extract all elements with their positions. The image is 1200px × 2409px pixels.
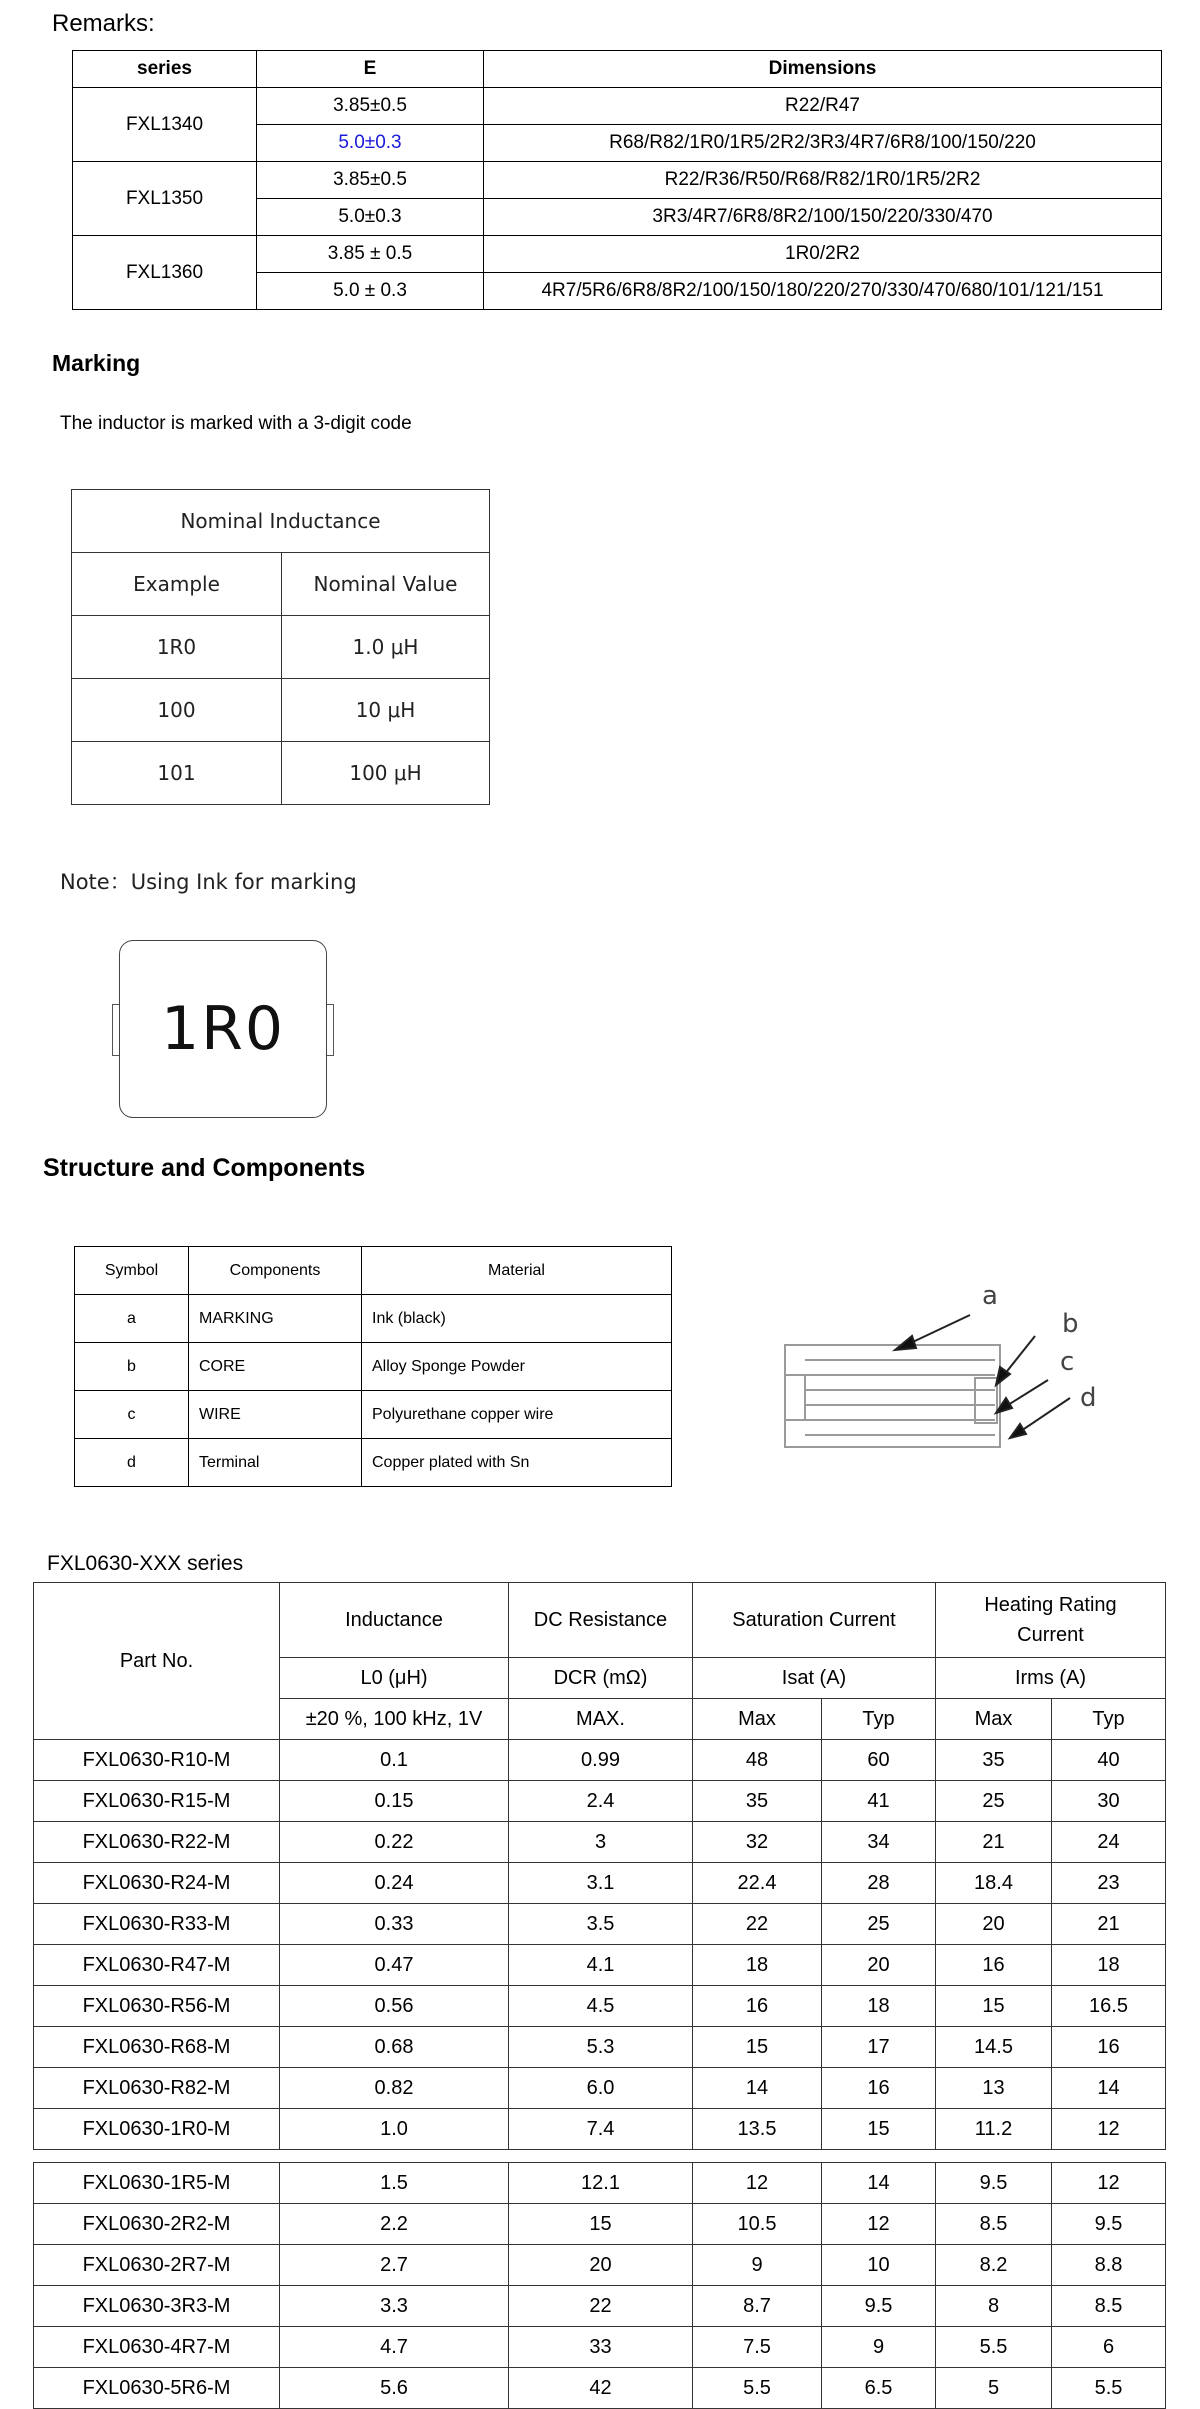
spec-isat-typ-cell: 18 — [822, 1986, 936, 2027]
remarks-header-e: E — [257, 51, 484, 88]
component-body — [75, 1295, 672, 1487]
spec-l0-cell: 1.5 — [280, 2163, 509, 2204]
marking-value-cell: 100 μH — [282, 742, 490, 805]
spec-dcr-cell: 20 — [509, 2245, 693, 2286]
structure-diagram — [770, 1270, 1110, 1470]
spec-part-no-cell: FXL0630-R56-M — [34, 1986, 280, 2027]
remarks-dimensions-cell: R22/R36/R50/R68/R82/1R0/1R5/2R2 — [484, 162, 1162, 199]
spec-irms-typ-cell: 16.5 — [1052, 1986, 1166, 2027]
spec-part-no-cell: FXL0630-2R7-M — [34, 2245, 280, 2286]
spec-part-no-cell: FXL0630-4R7-M — [34, 2327, 280, 2368]
remarks-e-cell: 5.0 ± 0.3 — [257, 273, 484, 310]
spec-row — [34, 1986, 1166, 2027]
spec-irms-typ-cell: 40 — [1052, 1740, 1166, 1781]
remarks-row — [73, 236, 1162, 273]
spec-isat-typ-cell: 16 — [822, 2068, 936, 2109]
remarks-e-cell: 5.0±0.3 — [257, 125, 484, 162]
spec-irms-typ-cell: 9.5 — [1052, 2204, 1166, 2245]
remarks-e-cell: 3.85±0.5 — [257, 162, 484, 199]
spec-row — [34, 1740, 1166, 1781]
spec-header-dcr: DCR (mΩ) — [509, 1658, 693, 1699]
remarks-e-cell: 3.85 ± 0.5 — [257, 236, 484, 273]
spec-header-irms-max: Max — [936, 1699, 1052, 1740]
remarks-body — [73, 88, 1162, 310]
spec-dcr-cell: 4.1 — [509, 1945, 693, 1986]
spec-isat-typ-cell: 20 — [822, 1945, 936, 1986]
spec-row — [34, 2368, 1166, 2409]
spec-irms-typ-cell: 16 — [1052, 2027, 1166, 2068]
spec-row — [34, 2204, 1166, 2245]
remarks-dimensions-cell: 1R0/2R2 — [484, 236, 1162, 273]
spec-isat-typ-cell: 34 — [822, 1822, 936, 1863]
spec-part-no-cell: FXL0630-R22-M — [34, 1822, 280, 1863]
spec-isat-typ-cell: 12 — [822, 2204, 936, 2245]
component-header-symbol: Symbol — [75, 1247, 189, 1295]
spec-part-no-cell: FXL0630-R47-M — [34, 1945, 280, 1986]
spec-row — [34, 2109, 1166, 2150]
spec-irms-max-cell: 16 — [936, 1945, 1052, 1986]
component-row — [75, 1439, 672, 1487]
marking-body — [72, 616, 490, 805]
marking-header-example: Example — [72, 553, 282, 616]
diagram-label-c: c — [1060, 1347, 1075, 1377]
component-row — [75, 1391, 672, 1439]
spec-dcr-cell: 6.0 — [509, 2068, 693, 2109]
remarks-series-cell: FXL1350 — [73, 162, 257, 236]
spec-irms-max-cell: 11.2 — [936, 2109, 1052, 2150]
spec-row — [34, 1781, 1166, 1822]
spec-isat-typ-cell: 17 — [822, 2027, 936, 2068]
spec-dcr-cell: 3.1 — [509, 1863, 693, 1904]
arrow-a — [895, 1336, 916, 1350]
spec-dcr-cell: 15 — [509, 2204, 693, 2245]
spec-dcr-cell: 3 — [509, 1822, 693, 1863]
marking-note: Note：Using Ink for marking — [60, 870, 357, 894]
spec-row — [34, 1945, 1166, 1986]
remarks-table — [72, 50, 1162, 310]
spec-isat-max-cell: 22 — [693, 1904, 822, 1945]
component-table — [74, 1246, 672, 1487]
spec-l0-cell: 2.2 — [280, 2204, 509, 2245]
spec-isat-typ-cell: 15 — [822, 2109, 936, 2150]
spec-isat-typ-cell: 9.5 — [822, 2286, 936, 2327]
spec-row — [34, 1904, 1166, 1945]
remarks-row — [73, 162, 1162, 199]
remarks-e-cell: 5.0±0.3 — [257, 199, 484, 236]
remarks-series-cell: FXL1340 — [73, 88, 257, 162]
spec-irms-typ-cell: 8.8 — [1052, 2245, 1166, 2286]
marking-table-title: Nominal Inductance — [72, 490, 490, 553]
spec-l0-cell: 0.33 — [280, 1904, 509, 1945]
remarks-row — [73, 88, 1162, 125]
marking-example-cell: 101 — [72, 742, 282, 805]
marking-heading: Marking — [52, 350, 141, 376]
component-symbol-cell: c — [75, 1391, 189, 1439]
spec-dcr-cell: 22 — [509, 2286, 693, 2327]
spec-irms-max-cell: 35 — [936, 1740, 1052, 1781]
marking-example-cell: 1R0 — [72, 616, 282, 679]
spec-row — [34, 1822, 1166, 1863]
spec-isat-typ-cell: 14 — [822, 2163, 936, 2204]
spec-isat-max-cell: 14 — [693, 2068, 822, 2109]
chip-marking-label: 1R0 — [160, 994, 286, 1064]
spec-isat-max-cell: 10.5 — [693, 2204, 822, 2245]
marking-row — [72, 616, 490, 679]
spec-irms-max-cell: 5 — [936, 2368, 1052, 2409]
remarks-dimensions-cell: 4R7/5R6/6R8/8R2/100/150/180/220/270/330/470/680/101/121/151 — [484, 273, 1162, 310]
spec-l0-cell: 0.47 — [280, 1945, 509, 1986]
spec-irms-typ-cell: 21 — [1052, 1904, 1166, 1945]
arrow-d — [1010, 1424, 1026, 1438]
spec-row — [34, 1863, 1166, 1904]
spec-row — [34, 2245, 1166, 2286]
spec-l0-cell: 1.0 — [280, 2109, 509, 2150]
marking-description: The inductor is marked with a 3-digit code — [60, 413, 412, 434]
spec-row — [34, 2068, 1166, 2109]
spec-header-irms: Irms (A) — [936, 1658, 1166, 1699]
spec-header-inductance: Inductance — [280, 1583, 509, 1658]
component-symbol-cell: b — [75, 1343, 189, 1391]
spec-l0-cell: 0.24 — [280, 1863, 509, 1904]
marking-header-nominal-value: Nominal Value — [282, 553, 490, 616]
spec-isat-max-cell: 7.5 — [693, 2327, 822, 2368]
spec-part-no-cell: FXL0630-R68-M — [34, 2027, 280, 2068]
spec-part-no-cell: FXL0630-2R2-M — [34, 2204, 280, 2245]
component-material-cell: Alloy Sponge Powder — [362, 1343, 672, 1391]
spec-l0-cell: 4.7 — [280, 2327, 509, 2368]
spec-part-no-cell: FXL0630-R82-M — [34, 2068, 280, 2109]
diagram-terminal-right — [975, 1378, 997, 1423]
component-symbol-cell: d — [75, 1439, 189, 1487]
spec-part-no-cell: FXL0630-3R3-M — [34, 2286, 280, 2327]
spec-body-a — [34, 1740, 1166, 2150]
diagram-label-d: d — [1080, 1383, 1097, 1413]
remarks-dimensions-cell: R68/R82/1R0/1R5/2R2/3R3/4R7/6R8/100/150/220 — [484, 125, 1162, 162]
spec-dcr-cell: 0.99 — [509, 1740, 693, 1781]
spec-irms-max-cell: 8.2 — [936, 2245, 1052, 2286]
spec-gap — [34, 2150, 1166, 2163]
spec-isat-typ-cell: 60 — [822, 1740, 936, 1781]
marking-table — [71, 489, 490, 805]
spec-header-heating-rating: Heating Rating Current — [936, 1583, 1166, 1658]
spec-isat-typ-cell: 41 — [822, 1781, 936, 1822]
spec-row — [34, 2163, 1166, 2204]
component-material-cell: Copper plated with Sn — [362, 1439, 672, 1487]
spec-irms-max-cell: 8 — [936, 2286, 1052, 2327]
spec-isat-typ-cell: 25 — [822, 1904, 936, 1945]
spec-part-no-cell: FXL0630-R33-M — [34, 1904, 280, 1945]
spec-isat-max-cell: 15 — [693, 2027, 822, 2068]
spec-l0-cell: 3.3 — [280, 2286, 509, 2327]
spec-irms-max-cell: 20 — [936, 1904, 1052, 1945]
spec-l0-cell: 2.7 — [280, 2245, 509, 2286]
spec-irms-typ-cell: 23 — [1052, 1863, 1166, 1904]
spec-irms-max-cell: 8.5 — [936, 2204, 1052, 2245]
spec-dcr-cell: 12.1 — [509, 2163, 693, 2204]
spec-isat-max-cell: 5.5 — [693, 2368, 822, 2409]
spec-table — [33, 1582, 1166, 2409]
remarks-dimensions-cell: 3R3/4R7/6R8/8R2/100/150/220/330/470 — [484, 199, 1162, 236]
spec-irms-typ-cell: 12 — [1052, 2109, 1166, 2150]
remarks-header-series: series — [73, 51, 257, 88]
spec-header-isat-typ: Typ — [822, 1699, 936, 1740]
spec-irms-typ-cell: 8.5 — [1052, 2286, 1166, 2327]
diagram-label-a: a — [982, 1281, 998, 1311]
remarks-series-cell: FXL1360 — [73, 236, 257, 310]
remarks-title: Remarks: — [52, 10, 155, 37]
spec-part-no-cell: FXL0630-1R0-M — [34, 2109, 280, 2150]
spec-isat-max-cell: 12 — [693, 2163, 822, 2204]
spec-irms-max-cell: 13 — [936, 2068, 1052, 2109]
spec-header-isat: Isat (A) — [693, 1658, 936, 1699]
spec-header-dc-resistance: DC Resistance — [509, 1583, 693, 1658]
spec-l0-cell: 0.56 — [280, 1986, 509, 2027]
spec-part-no-cell: FXL0630-5R6-M — [34, 2368, 280, 2409]
spec-header-saturation-current: Saturation Current — [693, 1583, 936, 1658]
diagram-label-b: b — [1062, 1309, 1079, 1339]
spec-dcr-cell: 3.5 — [509, 1904, 693, 1945]
marking-row — [72, 679, 490, 742]
diagram-terminal-left — [785, 1375, 805, 1420]
spec-header-l0: L0 (μH) — [280, 1658, 509, 1699]
spec-l0-cell: 0.1 — [280, 1740, 509, 1781]
component-symbol-cell: a — [75, 1295, 189, 1343]
spec-header-l0-condition: ±20 %, 100 kHz, 1V — [280, 1699, 509, 1740]
marking-value-cell: 1.0 μH — [282, 616, 490, 679]
spec-part-no-cell: FXL0630-1R5-M — [34, 2163, 280, 2204]
component-name-cell: CORE — [189, 1343, 362, 1391]
spec-isat-max-cell: 22.4 — [693, 1863, 822, 1904]
spec-isat-max-cell: 48 — [693, 1740, 822, 1781]
spec-body-b — [34, 2163, 1166, 2409]
spec-row — [34, 2327, 1166, 2368]
structure-heading: Structure and Components — [43, 1154, 366, 1182]
spec-irms-typ-cell: 12 — [1052, 2163, 1166, 2204]
component-header-material: Material — [362, 1247, 672, 1295]
spec-irms-max-cell: 25 — [936, 1781, 1052, 1822]
spec-l0-cell: 0.68 — [280, 2027, 509, 2068]
spec-gap-row — [34, 2150, 1166, 2163]
spec-l0-cell: 5.6 — [280, 2368, 509, 2409]
spec-irms-typ-cell: 5.5 — [1052, 2368, 1166, 2409]
spec-irms-max-cell: 15 — [936, 1986, 1052, 2027]
component-row — [75, 1295, 672, 1343]
spec-irms-max-cell: 9.5 — [936, 2163, 1052, 2204]
spec-isat-max-cell: 35 — [693, 1781, 822, 1822]
spec-header-part-no: Part No. — [34, 1583, 280, 1740]
spec-irms-max-cell: 21 — [936, 1822, 1052, 1863]
component-header-components: Components — [189, 1247, 362, 1295]
spec-irms-typ-cell: 18 — [1052, 1945, 1166, 1986]
spec-dcr-cell: 33 — [509, 2327, 693, 2368]
spec-part-no-cell: FXL0630-R10-M — [34, 1740, 280, 1781]
arrow-c — [996, 1398, 1012, 1413]
spec-dcr-cell: 7.4 — [509, 2109, 693, 2150]
spec-title: FXL0630-XXX series — [47, 1552, 244, 1575]
marking-value-cell: 10 μH — [282, 679, 490, 742]
component-material-cell: Ink (black) — [362, 1295, 672, 1343]
spec-dcr-cell: 4.5 — [509, 1986, 693, 2027]
spec-isat-max-cell: 13.5 — [693, 2109, 822, 2150]
spec-isat-typ-cell: 9 — [822, 2327, 936, 2368]
spec-row — [34, 2027, 1166, 2068]
spec-header-isat-max: Max — [693, 1699, 822, 1740]
spec-irms-typ-cell: 14 — [1052, 2068, 1166, 2109]
component-name-cell: WIRE — [189, 1391, 362, 1439]
spec-row — [34, 2286, 1166, 2327]
spec-header-dcr-max: MAX. — [509, 1699, 693, 1740]
component-material-cell: Polyurethane copper wire — [362, 1391, 672, 1439]
spec-l0-cell: 0.82 — [280, 2068, 509, 2109]
chip-body — [119, 940, 327, 1118]
spec-isat-max-cell: 9 — [693, 2245, 822, 2286]
spec-irms-max-cell: 18.4 — [936, 1863, 1052, 1904]
spec-part-no-cell: FXL0630-R24-M — [34, 1863, 280, 1904]
spec-l0-cell: 0.15 — [280, 1781, 509, 1822]
spec-irms-typ-cell: 6 — [1052, 2327, 1166, 2368]
spec-isat-max-cell: 16 — [693, 1986, 822, 2027]
component-name-cell: Terminal — [189, 1439, 362, 1487]
inductor-chip-image — [112, 940, 334, 1120]
spec-isat-typ-cell: 6.5 — [822, 2368, 936, 2409]
spec-irms-typ-cell: 30 — [1052, 1781, 1166, 1822]
remarks-e-cell: 3.85±0.5 — [257, 88, 484, 125]
spec-isat-max-cell: 18 — [693, 1945, 822, 1986]
marking-row — [72, 742, 490, 805]
remarks-dimensions-cell: R22/R47 — [484, 88, 1162, 125]
spec-isat-max-cell: 8.7 — [693, 2286, 822, 2327]
spec-part-no-cell: FXL0630-R15-M — [34, 1781, 280, 1822]
spec-irms-max-cell: 5.5 — [936, 2327, 1052, 2368]
marking-example-cell: 100 — [72, 679, 282, 742]
spec-isat-typ-cell: 28 — [822, 1863, 936, 1904]
spec-dcr-cell: 5.3 — [509, 2027, 693, 2068]
remarks-header-dimensions: Dimensions — [484, 51, 1162, 88]
spec-isat-typ-cell: 10 — [822, 2245, 936, 2286]
spec-header-irms-typ: Typ — [1052, 1699, 1166, 1740]
spec-l0-cell: 0.22 — [280, 1822, 509, 1863]
component-row — [75, 1343, 672, 1391]
spec-dcr-cell: 42 — [509, 2368, 693, 2409]
spec-irms-max-cell: 14.5 — [936, 2027, 1052, 2068]
component-name-cell: MARKING — [189, 1295, 362, 1343]
spec-isat-max-cell: 32 — [693, 1822, 822, 1863]
spec-irms-typ-cell: 24 — [1052, 1822, 1166, 1863]
spec-dcr-cell: 2.4 — [509, 1781, 693, 1822]
